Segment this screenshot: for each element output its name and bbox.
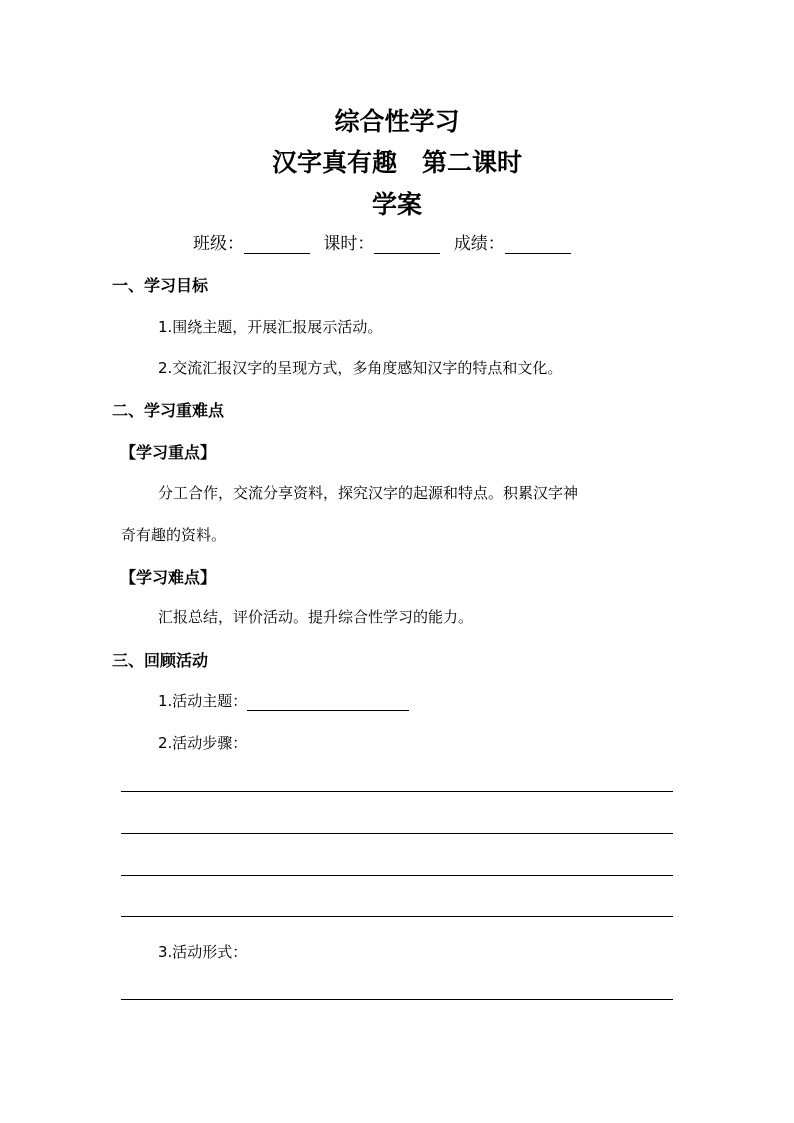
key-point-heading: 【学习重点】 (120, 443, 217, 462)
activity-theme-label: 1.活动主题： (158, 692, 248, 710)
answer-line[interactable] (121, 916, 673, 917)
goal-item-2: 2.交流汇报汉字的呈现方式，多角度感知汉字的特点和文化。 (158, 359, 563, 377)
class-blank[interactable] (244, 235, 310, 254)
period-label: 课时： (323, 234, 375, 254)
info-row (193, 229, 579, 254)
activity-form-label: 3.活动形式： (158, 943, 248, 961)
answer-line[interactable] (121, 999, 673, 1000)
title-line-1: 综合性学习 (334, 107, 460, 136)
section-heading-goals: 一、学习目标 (112, 276, 209, 295)
activity-steps-label: 2.活动步骤： (158, 734, 248, 752)
title-line-3: 学案 (371, 190, 422, 219)
period-blank[interactable] (374, 235, 440, 254)
section-heading-key-points: 二、学习重难点 (112, 401, 225, 420)
difficulty-heading: 【学习难点】 (120, 568, 217, 587)
answer-line[interactable] (121, 833, 673, 834)
section-heading-review: 三、回顾活动 (112, 651, 209, 670)
answer-line[interactable] (121, 791, 673, 792)
score-blank[interactable] (505, 235, 571, 254)
score-label: 成绩： (453, 234, 505, 254)
class-label: 班级： (193, 234, 244, 254)
activity-theme-blank[interactable] (247, 694, 409, 711)
difficulty-text: 汇报总结，评价活动。提升综合性学习的能力。 (158, 608, 474, 626)
goal-item-1: 1.围绕主题，开展汇报展示活动。 (158, 318, 383, 336)
activity-theme-row (158, 690, 409, 711)
answer-line[interactable] (121, 875, 673, 876)
key-point-text-line-2: 奇有趣的资料。 (121, 526, 227, 544)
key-point-text-line-1: 分工合作，交流分享资料，探究汉字的起源和特点。积累汉字神 (158, 484, 579, 502)
title-line-2: 汉字真有趣 第二课时 (271, 148, 522, 177)
